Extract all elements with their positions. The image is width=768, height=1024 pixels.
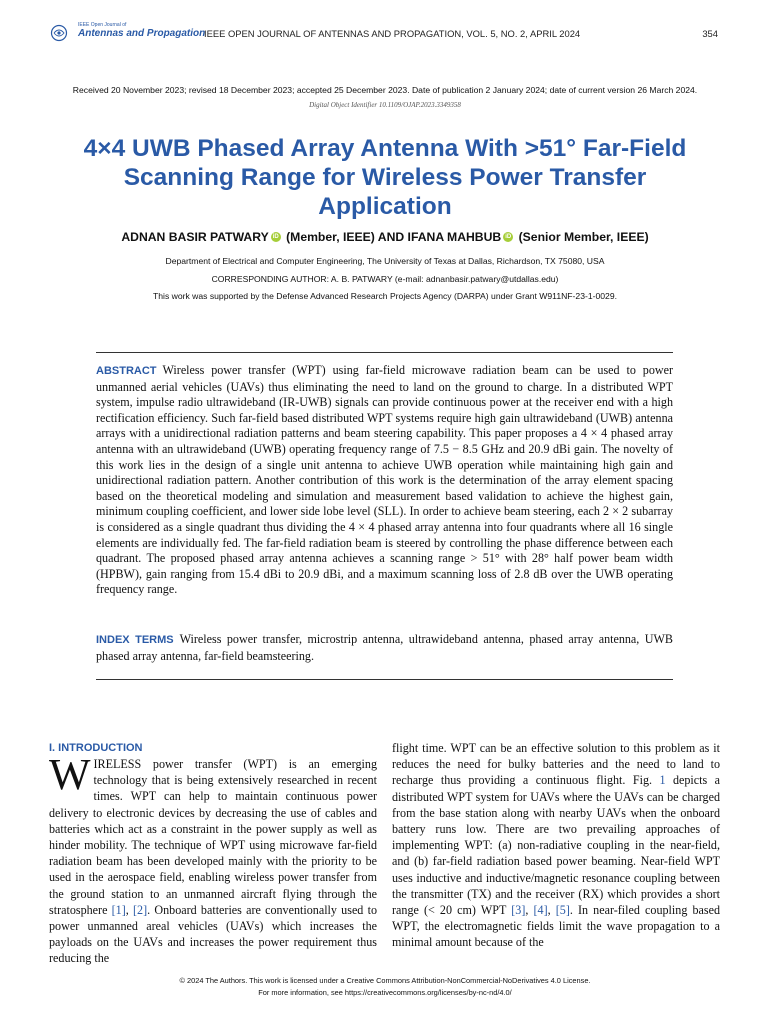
citation-link[interactable]: [5] (555, 903, 570, 918)
citation-link[interactable]: [3] (511, 903, 526, 918)
abstract-block (96, 363, 673, 598)
index-terms-text: Wireless power transfer, microstrip antenna, ultrawideband antenna, phased array antenna, UWB phased array antenna, far-field beamsteering. (96, 632, 673, 663)
license-line-1: © 2024 The Authors. This work is licensed under a Creative Commons Attribution-NonCommercial-NoDerivatives 4.0 License. (179, 976, 591, 985)
journal-top-label: IEEE Open Journal of (78, 22, 127, 28)
journal-citation-line: IEEE OPEN JOURNAL OF ANTENNAS AND PROPAGATION, VOL. 5, NO. 2, APRIL 2024 (204, 28, 581, 39)
citation-link[interactable]: [4] (533, 903, 548, 918)
drop-cap: W (49, 750, 91, 799)
index-terms-block (96, 632, 673, 664)
index-terms-label: INDEX TERMS (96, 634, 174, 646)
intro-text-3: flight time. WPT can be an effective solution to this problem as it reduces the need for bulky batteries and the need to land to recharge thus providing a continuous flight. Fig. (392, 741, 720, 788)
author-2-role: (Senior Member, IEEE) (518, 230, 649, 244)
body-column-right: flight time. WPT can be an effective solution to this problem as it reduces the need for bulky batteries and the need to land to recharge thus providing a continuous flight. Fig. 1 depicts a distributed WPT system for UAVs where the UAVs can be charged from the base station along with nearby UAVs when the onboard battery runs low. There are two prevailing approaches of implementing WPT: (a) non-radiative coupling in the near-field, and (b) far-field radiation based power beaming. Near-field WPT uses inductive and inductive/magnetic resonance coupling between the transmitter (TX) and the receiver (RX) which provides a short range (< 20 cm) WPT [3], [4], [5]. In near-filed coupling based WPT, the electromagnetic fields limit the wave propagation to a minimal amount because of the (392, 741, 721, 950)
abstract-bottom-rule (96, 679, 673, 680)
funding-note: This work was supported by the Defense Advanced Research Projects Agency (DARPA) under Grant W911NF-23-1-0029. (153, 291, 617, 301)
orcid-icon[interactable]: iD (272, 234, 279, 240)
license-line-2[interactable]: For more information, see https://creativecommons.org/licenses/by-nc-nd/4.0/ (258, 988, 512, 997)
intro-text-4: depicts a distributed WPT system for UAVs where the UAVs can be charged from the base station along with nearby UAVs when the onboard battery runs low. There are two prevailing approaches of implementing WPT: (a) non-radiative coupling in the near-field, and (b) far-field radiation based power beaming. Near-field WPT uses inductive and inductive/magnetic resonance coupling between the transmitter (TX) and the receiver (RX) which provides a short range (< 20 cm) WPT (392, 773, 721, 918)
doi-line[interactable]: Digital Object Identifier 10.1109/OJAP.2023.3349358 (309, 101, 461, 109)
page-number: 354 (702, 28, 718, 39)
paper-title: 4×4 UWB Phased Array Antenna With >51° Far-Field Scanning Range for Wireless Power Transfer Application (83, 135, 687, 220)
abstract-text: Wireless power transfer (WPT) using far-field microwave radiation beam can be used to power unmanned aerial vehicles (UAVs) thus eliminating the need to land on the ground to charge. In a distributed WPT system, impulse radio ultrawideband (IR-UWB) signals can provide continuous power at the receiver end with a high rectification efficiency. Such far-field based distributed WPT systems require high gain ultrawideband (UWB) antenna arrays with a unidirectional radiation patterns and beam steering capability. This paper proposes a 4 × 4 phased array antenna with an ultrawideband (UWB) operating frequency range of 7.5 − 8.5 GHz and 20.9 dBi gain. The novelty of this work lies in the design of a single unit antenna to achieve UWB operation while maintaining high gain and unidirectional radiation pattern. Another contribution of this work is the determination of the array element spacing based on the theoretical modeling and simulation and measurement based validation to achieve the highest gain, minimum coupling coefficient, and lower side lobe level (SLL). In order to achieve beam steering, each 2 × 2 subarray is considered as a single quadrant thus dividing the 4 × 4 phased array antenna into four quadrants where all 16 single elements are individually fed. The far-field radiation beam is steered by controlling the phase difference between each quadrant. The proposed phased array antenna achieves a scanning range > 51° with 28° half power beam width (HPBW), gain ranging from 15.4 dBi to 20.9 dBi, and a maximum scanning loss of 2.8 dB over the UWB operating frequency range. (96, 363, 673, 597)
orcid-icon[interactable]: iD (505, 234, 512, 240)
citation-link[interactable]: [2] (133, 902, 148, 917)
intro-text-2: . Onboard batteries are conventionally used to power unmanned areal vehicles (UAVs) which increases the payloads on the UAVs and increases the power requirement thus reducing the (49, 902, 377, 966)
journal-name: Antennas and Propagation (78, 28, 206, 39)
author-1-name: ADNAN BASIR PATWARY (121, 230, 269, 244)
body-column-left: I. INTRODUCTION W IRELESS power transfer (WPT) is an emerging technology that is being extensively researched in recent times. WPT can help to maintain continuous power delivery to electronic devices by decreasing the use of cables and batteries which act as a constraint in the power supply as well as hinder mobility. The technique of WPT using microwave far-field radiation beam has been developed mainly with the priority to be used in the aerospace field, enabling wireless power transfer from the ground station to an unmanned aircraft flying through the stratosphere [1], [2]. Onboard batteries are conventionally used to power unmanned areal vehicles (UAVs) which increases the payloads on the UAVs and increases the power requirement thus reducing the (49, 742, 377, 966)
corresponding-author: CORRESPONDING AUTHOR: A. B. PATWARY (e-mail: adnanbasir.patwary@utdallas.edu) (211, 274, 559, 284)
figure-link[interactable]: 1 (659, 773, 666, 788)
author-line (50, 230, 720, 244)
citation-link[interactable]: [1] (111, 902, 126, 917)
affiliation: Department of Electrical and Computer Engineering, The University of Texas at Dallas, Richardson, TX 75080, USA (165, 256, 605, 266)
author-1-role: (Member, IEEE) AND IFANA MAHBUB (286, 230, 502, 244)
abstract-label: ABSTRACT (96, 365, 157, 377)
received-dates: Received 20 November 2023; revised 18 December 2023; accepted 25 December 2023. Date of publication 2 January 2024; date of current version 26 March 2024. (72, 85, 698, 95)
abstract-top-rule (96, 352, 673, 353)
ieee-oj-logo-icon (50, 24, 72, 42)
intro-text-1: IRELESS power transfer (WPT) is an emerging technology that is being extensively researched in recent times. WPT can help to maintain continuous power delivery to electronic devices by decreasing the use of cables and batteries which act as a constraint in the power supply as well as hinder mobility. The technique of WPT using microwave far-field radiation beam has been developed mainly with the priority to be used in the aerospace field, enabling wireless power transfer from the ground station to an unmanned aircraft flying through the stratosphere (49, 757, 377, 917)
section-heading: I. INTRODUCTION (49, 742, 143, 754)
intro-text-5: . In near-filed coupling based WPT, the electromagnetic fields limit the wave propagation to a minimal amount because of the (392, 903, 721, 950)
